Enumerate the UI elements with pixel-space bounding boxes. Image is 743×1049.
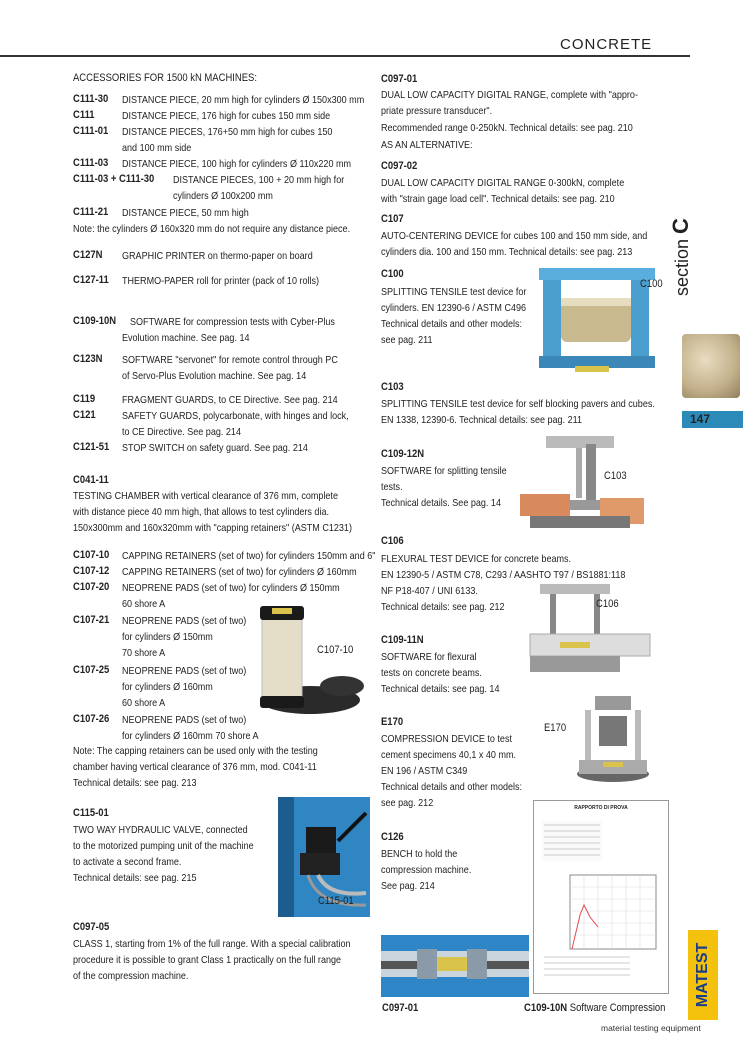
c09702-code: C097-02 [381, 160, 418, 172]
c10911n-text: tests on concrete beams. [381, 667, 482, 679]
capping-retainer-image [250, 600, 365, 720]
item-text: CAPPING RETAINERS (set of two) for cylinders Ø 160mm [122, 566, 357, 578]
item-text: CAPPING RETAINERS (set of two) for cylinders 150mm and 6" [122, 550, 376, 562]
matest-logo [686, 930, 720, 1020]
c10911n-text: Technical details: see pag. 14 [381, 683, 500, 695]
item-code: C111-30 [73, 93, 109, 105]
c121-code: C121 [73, 409, 96, 421]
item-code: C111-21 [73, 206, 109, 218]
c10910n-text: Evolution machine. See pag. 14 [122, 332, 250, 344]
item-text: DISTANCE PIECE, 100 high for cylinders Ø 110x220 mm [122, 158, 352, 170]
c106-text: EN 12390-5 / ASTM C78, C293 / AASHTO T97 / BS1881:118 [381, 569, 626, 581]
pressure-transducer-image [381, 935, 529, 997]
item-text: NEOPRENE PADS (set of two) [122, 714, 247, 726]
c12151-code: C121-51 [73, 441, 110, 453]
c09705-text: procedure it is possible to grant Class 1 practically on the full range [73, 954, 342, 966]
item-note: Note: the cylinders Ø 160x320 mm do not require any distance piece. [73, 223, 351, 235]
c11501-text: to activate a second frame. [73, 856, 182, 868]
item-text: cylinders Ø 100x200 mm [173, 190, 273, 202]
c100-text: SPLITTING TENSILE test device for [381, 286, 527, 298]
item-code: C111-01 [73, 125, 109, 137]
item-text: for cylinders Ø 150mm [122, 631, 213, 643]
caption-c106: C106 [596, 598, 619, 610]
page-title: CONCRETE [560, 36, 653, 53]
c11501-text: to the motorized pumping unit of the machine [73, 840, 254, 852]
c09701-text: Recommended range 0-250kN. Technical details: see pag. 210 [381, 122, 633, 134]
c10910n-text: SOFTWARE for compression tests with Cyber-Plus [130, 316, 335, 328]
item-text: DISTANCE PIECE, 176 high for cubes 150 mm side [122, 110, 331, 122]
item-text: DISTANCE PIECE, 50 mm high [122, 207, 249, 219]
section-word: section [672, 238, 692, 296]
c106-text: NF P18-407 / UNI 6133. [381, 585, 478, 597]
caption-e170: E170 [544, 722, 567, 734]
e170-text: cement specimens 40,1 x 40 mm. [381, 749, 517, 761]
e170-text: COMPRESSION DEVICE to test [381, 733, 512, 745]
c123n-text: of Servo-Plus Evolution machine. See pag. 14 [122, 370, 307, 382]
caption-c100: C100 [640, 278, 663, 290]
c10911n-text: SOFTWARE for flexural [381, 651, 477, 663]
section-label [668, 218, 694, 296]
c10910n-code: C109-10N [73, 315, 117, 327]
flexural-device-image [510, 580, 660, 680]
software-report-image [533, 800, 669, 994]
note-text: chamber having vertical clearance of 376 mm, mod. C041-11 [73, 761, 317, 773]
c126-text: BENCH to hold the [381, 848, 458, 860]
c09705-text: of the compression machine. [73, 970, 189, 982]
c10912n-text: Technical details. See pag. 14 [381, 497, 501, 509]
note-text: Note: The capping retainers can be used only with the testing [73, 745, 318, 757]
item-text: DISTANCE PIECES, 176+50 mm high for cubes 150 [122, 126, 333, 138]
caption-c09701: C097-01 [382, 1002, 419, 1014]
item-text: for cylinders Ø 160mm 70 shore A [122, 730, 259, 742]
c100-text: cylinders. EN 12390-6 / ASTM C496 [381, 302, 527, 314]
note-text: Technical details: see pag. 213 [73, 777, 197, 789]
c103-code: C103 [381, 381, 404, 393]
e170-text: EN 196 / ASTM C349 [381, 765, 468, 777]
c127n-code: C127N [73, 249, 103, 261]
item-text: 60 shore A [122, 598, 166, 610]
c103-text: SPLITTING TENSILE test device for self blocking pavers and cubes. [381, 398, 655, 410]
item-code: C111 [73, 109, 95, 121]
c107-code: C107 [381, 213, 404, 225]
c04111-text: 150x300mm and 160x320mm with "capping retainers" (ASTM C1231) [73, 522, 352, 534]
c126-text: compression machine. [381, 864, 472, 876]
c11501-text: TWO WAY HYDRAULIC VALVE, connected [73, 824, 248, 836]
c11501-code: C115-01 [73, 807, 109, 819]
c107-text: cylinders dia. 100 and 150 mm. Technical details: see pag. 213 [381, 246, 633, 258]
e170-text: see pag. 212 [381, 797, 434, 809]
caption-c11501: C115-01 [318, 895, 354, 907]
c121-text: to CE Directive. See pag. 214 [122, 426, 241, 438]
c10912n-code: C109-12N [381, 448, 425, 460]
item-text: 70 shore A [122, 647, 166, 659]
item-code: C107-26 [73, 713, 110, 725]
item-code: C111-03 + C111-30 [73, 173, 155, 185]
item-text: DISTANCE PIECE, 20 mm high for cylinders Ø 150x300 mm [122, 94, 365, 106]
item-code: C111-03 [73, 157, 109, 169]
c123n-text: SOFTWARE "servonet" for remote control through PC [122, 354, 338, 366]
c127n-text: GRAPHIC PRINTER on thermo-paper on board [122, 250, 313, 262]
c12711-code: C127-11 [73, 274, 109, 286]
c09701-text: AS AN ALTERNATIVE: [381, 139, 473, 151]
report-title: RAPPORTO DI PROVA [574, 805, 628, 811]
c100-code: C100 [381, 268, 404, 280]
concrete-sample-thumbnail [682, 334, 740, 398]
report-chart-icon [540, 815, 662, 985]
c09702-text: DUAL LOW CAPACITY DIGITAL RANGE 0-300kN, complete [381, 177, 625, 189]
c09701-code: C097-01 [381, 73, 418, 85]
c126-code: C126 [381, 831, 404, 843]
c09701-text: DUAL LOW CAPACITY DIGITAL RANGE, complete with "appro- [381, 89, 638, 101]
e170-text: Technical details and other models: [381, 781, 523, 793]
c10912n-text: SOFTWARE for splitting tensile [381, 465, 507, 477]
c09701-text: priate pressure transducer". [381, 105, 493, 117]
item-code: C107-25 [73, 664, 110, 676]
item-text: for cylinders Ø 160mm [122, 681, 213, 693]
item-code: C107-10 [73, 549, 110, 561]
c09705-code: C097-05 [73, 921, 110, 933]
e170-code: E170 [381, 716, 404, 728]
c10911n-code: C109-11N [381, 634, 424, 646]
footer-tagline: material testing equipment [601, 1023, 701, 1033]
c11501-text: Technical details: see pag. 215 [73, 872, 197, 884]
c09702-text: with "strain gage load cell". Technical details: see pag. 210 [381, 193, 615, 205]
c04111-text: with distance piece 40 mm high, that allows to test cylinders dia. [73, 506, 329, 518]
c106-code: C106 [381, 535, 404, 547]
page-number: 147 [690, 412, 711, 426]
header-rule [0, 55, 690, 57]
c04111-text: TESTING CHAMBER with vertical clearance of 376 mm, complete [73, 490, 338, 502]
item-text: 60 shore A [122, 697, 166, 709]
caption-software-text: Software Compression [569, 1002, 666, 1014]
caption-c103: C103 [604, 470, 627, 482]
caption-software-code: C109-10N [524, 1002, 568, 1014]
c107-text: AUTO-CENTERING DEVICE for cubes 100 and 150 mm side, and [381, 230, 648, 242]
item-text: NEOPRENE PADS (set of two) for cylinders Ø 150mm [122, 582, 340, 594]
accessories-heading: ACCESSORIES FOR 1500 kN MACHINES: [73, 72, 257, 84]
c04111-code: C041-11 [73, 474, 109, 486]
c100-text: see pag. 211 [381, 334, 433, 346]
c119-text: FRAGMENT GUARDS, to CE Directive. See pag. 214 [122, 394, 338, 406]
item-text: NEOPRENE PADS (set of two) [122, 665, 247, 677]
c106-text: Technical details: see pag. 212 [381, 601, 505, 613]
item-text: and 100 mm side [122, 142, 192, 154]
c106-text: FLEXURAL TEST DEVICE for concrete beams. [381, 553, 572, 565]
caption-c10710: C107-10 [317, 644, 354, 656]
c100-text: Technical details and other models: [381, 318, 523, 330]
c119-code: C119 [73, 393, 96, 405]
item-text: NEOPRENE PADS (set of two) [122, 615, 247, 627]
svg-text:MATEST: MATEST [694, 942, 712, 1008]
item-code: C107-21 [73, 614, 110, 626]
c126-text: See pag. 214 [381, 880, 435, 892]
compression-device-e170-image [573, 690, 653, 785]
caption-software [524, 1002, 665, 1014]
c103-text: EN 1338, 12390-6. Technical details: see pag. 211 [381, 414, 582, 426]
c121-text: SAFETY GUARDS, polycarbonate, with hinges and lock, [122, 410, 349, 422]
splitting-device-c103-image [510, 430, 650, 535]
c10912n-text: tests. [381, 481, 403, 493]
item-code: C107-12 [73, 565, 110, 577]
c123n-code: C123N [73, 353, 103, 365]
c12711-text: THERMO-PAPER roll for printer (pack of 10 rolls) [122, 275, 320, 287]
item-text: DISTANCE PIECES, 100 + 20 mm high for [173, 174, 345, 186]
section-letter: C [668, 218, 693, 234]
c12151-text: STOP SWITCH on safety guard. See pag. 214 [122, 442, 308, 454]
c09705-text: CLASS 1, starting from 1% of the full range. With a special calibration [73, 938, 351, 950]
item-code: C107-20 [73, 581, 110, 593]
